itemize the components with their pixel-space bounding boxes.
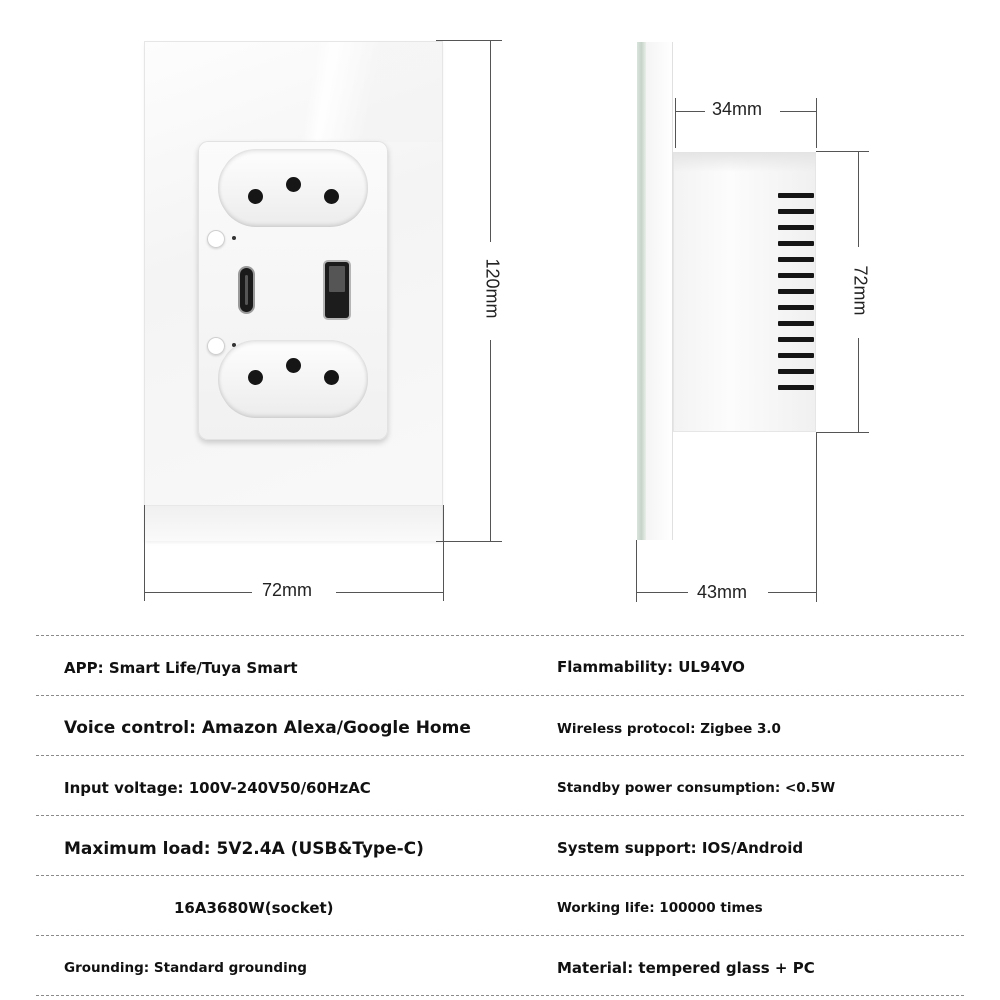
spec-app: APP: Smart Life/Tuya Smart xyxy=(64,659,298,677)
body-depth-ext-right xyxy=(816,98,817,148)
lower-socket-hole-ground xyxy=(286,358,301,373)
usb-type-c-port xyxy=(240,268,253,312)
total-depth-line-left xyxy=(636,592,688,593)
upper-socket-hole-left xyxy=(248,189,263,204)
vent-slot xyxy=(778,193,814,198)
body-height-line-top xyxy=(858,151,859,247)
lower-socket-hole-left xyxy=(248,370,263,385)
vent-slot xyxy=(778,337,814,342)
side-module-shadow xyxy=(673,152,816,172)
spec-maximum-load: Maximum load: 5V2.4A (USB&Type-C) xyxy=(64,839,424,859)
height-line-bottom xyxy=(490,340,491,542)
body-depth-line-right xyxy=(780,111,817,112)
lower-socket xyxy=(218,340,368,418)
body-depth-label: 34mm xyxy=(712,99,763,119)
spec-divider xyxy=(36,695,964,696)
vent-slot xyxy=(778,241,814,246)
lower-socket-hole-right xyxy=(324,370,339,385)
side-glass-edge xyxy=(637,42,646,540)
spec-wireless-protocol: Wireless protocol: Zigbee 3.0 xyxy=(557,721,781,737)
upper-touch-button xyxy=(207,230,225,248)
spec-voice-control: Voice control: Amazon Alexa/Google Home xyxy=(64,718,471,738)
vent-slot xyxy=(778,225,814,230)
spec-material: Material: tempered glass + PC xyxy=(557,959,815,977)
width-ext-right xyxy=(443,505,444,601)
body-height-ext-top xyxy=(816,151,869,152)
height-ext-bottom xyxy=(436,541,502,542)
width-line-left xyxy=(144,592,252,593)
spec-system-support: System support: IOS/Android xyxy=(557,839,804,857)
spec-standby-power: Standby power consumption: <0.5W xyxy=(557,780,836,796)
upper-indicator-led xyxy=(232,236,236,240)
spec-socket-load: 16A3680W(socket) xyxy=(174,899,334,917)
spec-input-voltage: Input voltage: 100V-240V50/60HzAC xyxy=(64,779,371,797)
vent-slot xyxy=(778,385,814,390)
total-depth-ext-right xyxy=(816,432,817,602)
spec-divider xyxy=(36,935,964,936)
width-ext-left xyxy=(144,505,145,601)
vent-slot xyxy=(778,321,814,326)
side-panel-edge xyxy=(646,42,673,540)
body-depth-line-left xyxy=(675,111,705,112)
height-line-top xyxy=(490,40,491,242)
vent-slot xyxy=(778,289,814,294)
total-depth-line-right xyxy=(768,592,817,593)
body-height-line-bottom xyxy=(858,338,859,433)
spec-grounding: Grounding: Standard grounding xyxy=(64,960,307,976)
vent-slot xyxy=(778,305,814,310)
spec-divider xyxy=(36,815,964,816)
total-depth-label: 43mm xyxy=(697,582,748,602)
upper-socket-hole-ground xyxy=(286,177,301,192)
body-depth-ext-left xyxy=(675,98,676,148)
panel-bottom-edge xyxy=(145,505,442,541)
width-dimension-label: 72mm xyxy=(262,580,313,600)
vent-slot xyxy=(778,257,814,262)
spec-divider xyxy=(36,875,964,876)
vent-slot xyxy=(778,273,814,278)
body-height-label: 72mm xyxy=(850,265,871,316)
spec-divider xyxy=(36,755,964,756)
usb-a-port xyxy=(325,262,349,318)
vent-slot xyxy=(778,353,814,358)
spec-divider xyxy=(36,635,964,636)
spec-flammability: Flammability: UL94VO xyxy=(557,658,745,676)
spec-divider xyxy=(36,995,964,996)
spec-working-life: Working life: 100000 times xyxy=(557,900,763,916)
upper-socket-hole-right xyxy=(324,189,339,204)
lower-socket-face xyxy=(218,340,368,418)
width-line-right xyxy=(336,592,444,593)
height-ext-top xyxy=(436,40,502,41)
vent-slot xyxy=(778,209,814,214)
vent-slot xyxy=(778,369,814,374)
height-dimension-label: 120mm xyxy=(482,258,503,319)
body-height-ext-bottom xyxy=(816,432,869,433)
